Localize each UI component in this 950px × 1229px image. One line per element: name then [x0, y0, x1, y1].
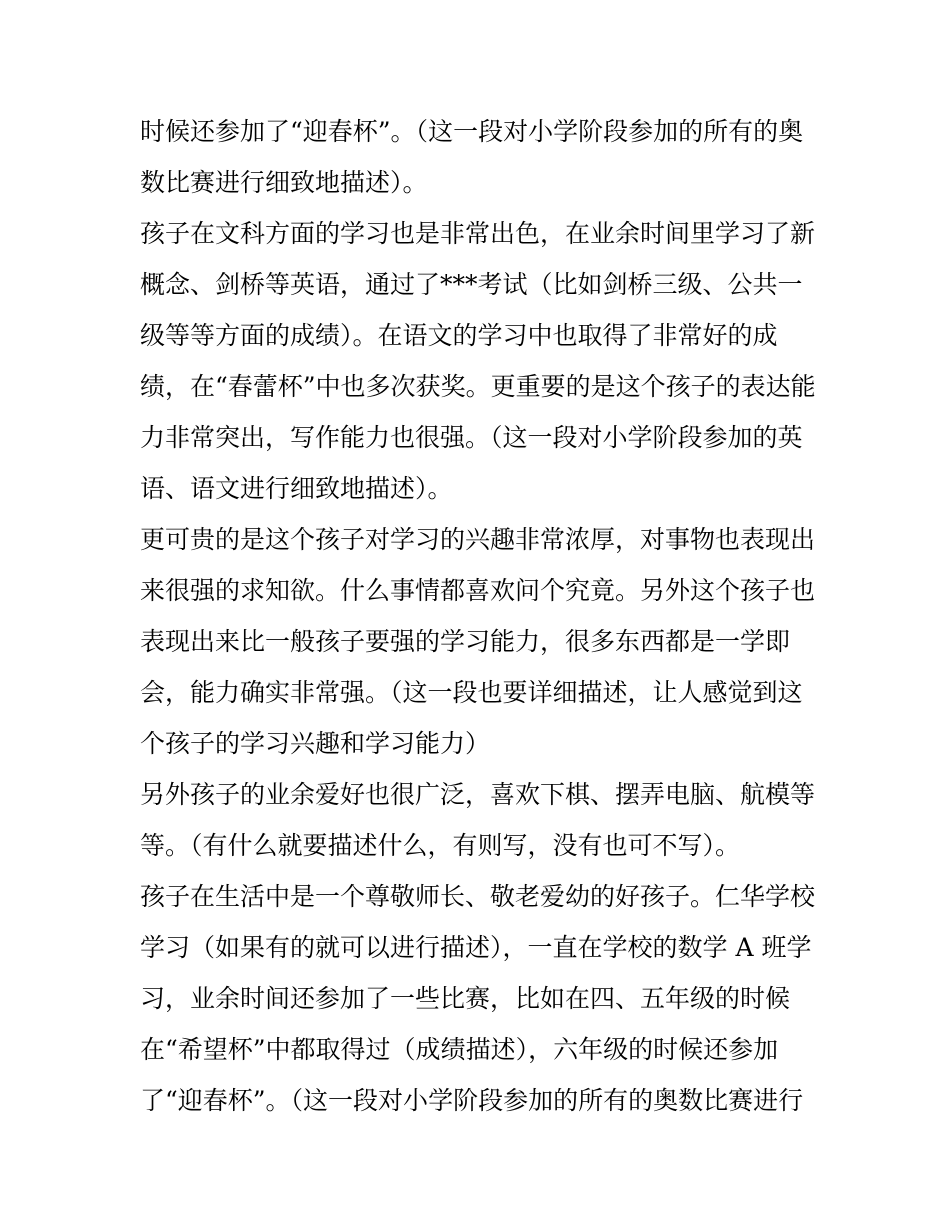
text-line: 更可贵的是这个孩子对学习的兴趣非常浓厚，对事物也表现出 [140, 525, 816, 554]
text-line: 会，能力确实非常强。（这一段也要详细描述，让人感觉到这 [140, 678, 803, 707]
text-line: 学习（如果有的就可以进行描述），一直在学校的数学 A 班学 [140, 933, 812, 962]
text-line: 表现出来比一般孩子要强的学习能力，很多东西都是一学即 [140, 627, 791, 656]
text-line: 绩，在“春蕾杯”中也多次获奖。更重要的是这个孩子的表达能 [140, 372, 816, 401]
text-line: 了“迎春杯”。（这一段对小学阶段参加的所有的奥数比赛进行 [140, 1086, 804, 1115]
text-line: 习，业余时间还参加了一些比赛，比如在四、五年级的时候 [140, 984, 791, 1013]
text-line: 等。（有什么就要描述什么，有则写，没有也可不写）。 [140, 831, 741, 860]
text-line: 另外孩子的业余爱好也很广泛，喜欢下棋、摆弄电脑、航模等 [140, 780, 816, 809]
document-body [140, 106, 820, 1126]
text-line: 时候还参加了“迎春杯”。（这一段对小学阶段参加的所有的奥 [140, 117, 804, 146]
text-line: 力非常突出，写作能力也很强。（这一段对小学阶段参加的英 [140, 423, 803, 452]
text-line: 孩子在文科方面的学习也是非常出色，在业余时间里学习了新 [140, 219, 816, 248]
text-line: 个孩子的学习兴趣和学习能力） [140, 729, 491, 758]
text-line: 来很强的求知欲。什么事情都喜欢问个究竟。另外这个孩子也 [140, 576, 816, 605]
text-line: 数比赛进行细致地描述）。 [140, 168, 428, 197]
text-line: 语、语文进行细致地描述）。 [140, 474, 453, 503]
text-line: 在“希望杯”中都取得过（成绩描述），六年级的时候还参加 [140, 1035, 779, 1064]
text-line: 概念、剑桥等英语，通过了***考试（比如剑桥三级、公共一 [140, 270, 803, 299]
text-line: 级等等方面的成绩）。在语文的学习中也取得了非常好的成 [140, 321, 778, 350]
text-line: 孩子在生活中是一个尊敬师长、敬老爱幼的好孩子。仁华学校 [140, 882, 816, 911]
